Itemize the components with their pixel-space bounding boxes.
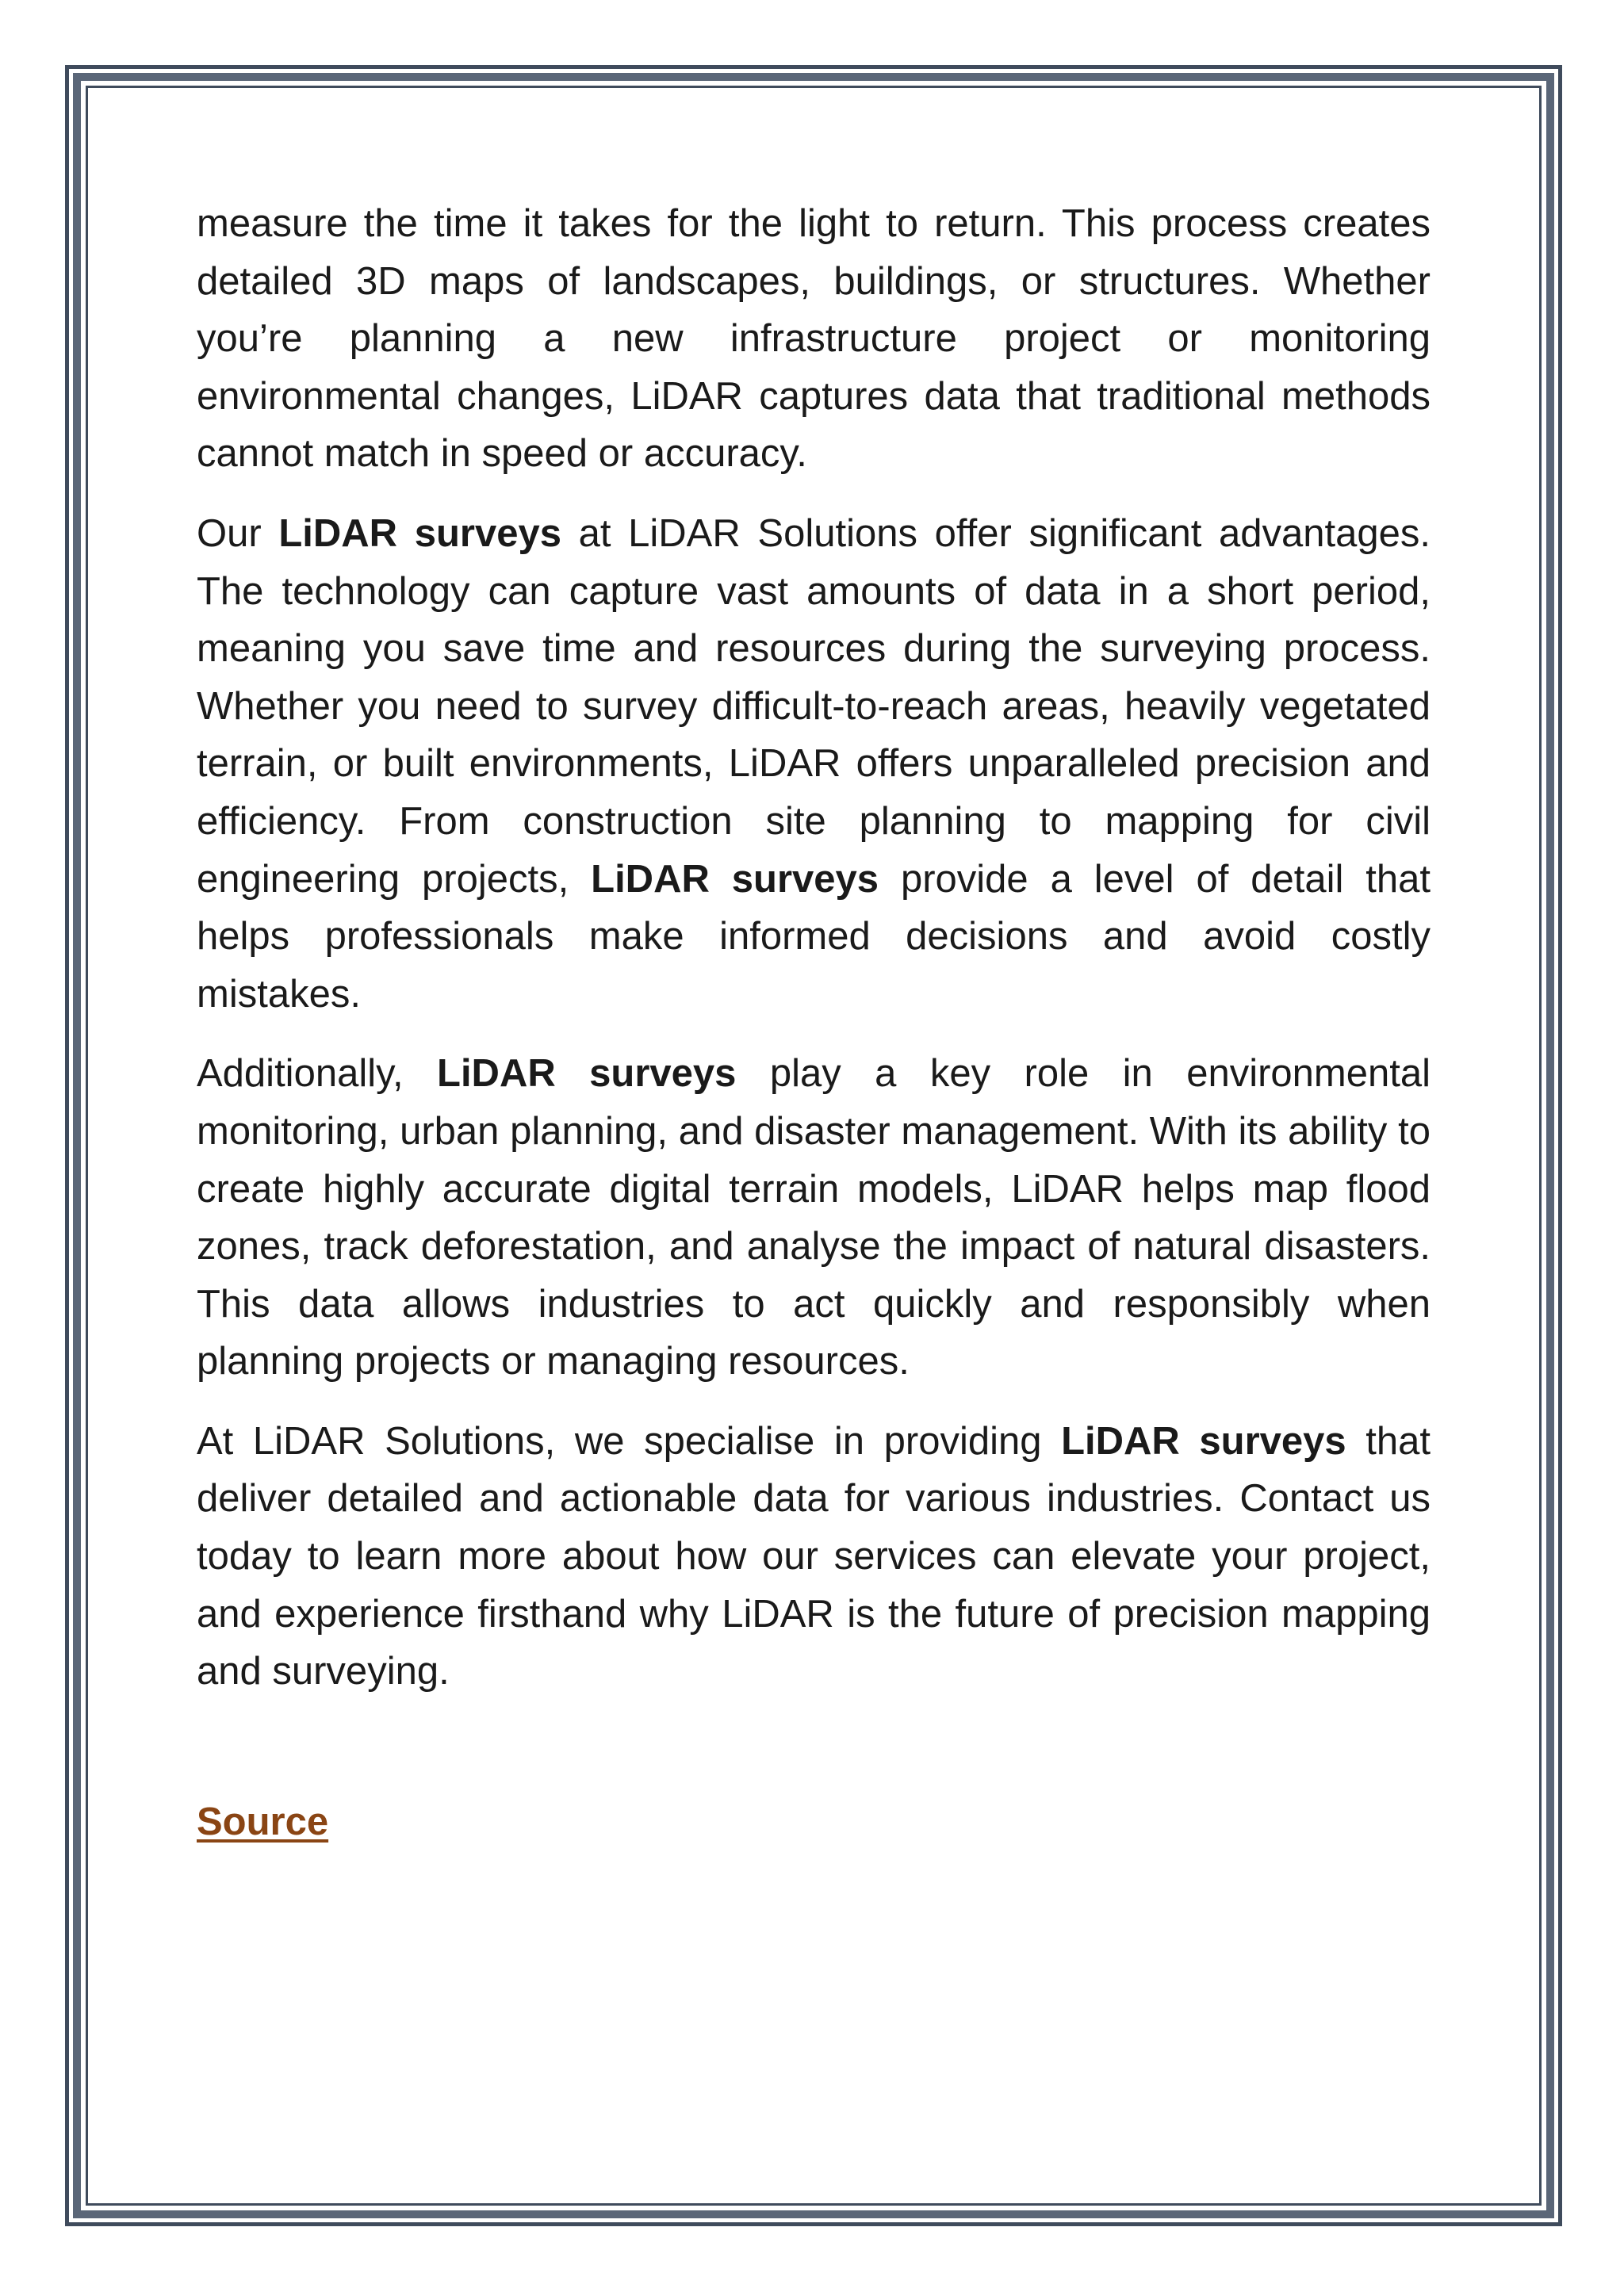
keyword-bold: LiDAR surveys <box>1061 1419 1346 1463</box>
paragraph-4 <box>197 1413 1431 1701</box>
paragraph-text: Our <box>197 511 279 555</box>
paragraph-text: at LiDAR Solutions offer significant advantages. The technology can capture vast amounts of data in a short period, meaning you save time and resources during the surveying process. Whether you need to survey difficult-to-reach areas, heavily vegetated terrain, or built environments, LiDAR offers unparalleled precision and efficiency. From construction site planning to mapping for civil engineering projects, <box>197 511 1431 901</box>
paragraph-text: Additionally, <box>197 1052 438 1096</box>
paragraph-text: measure the time it takes for the light to return. This process creates detailed 3D maps of landscapes, buildings, or structures. Whether you’re planning a new infrastructure project or monitoring environmental changes, LiDAR captures data that traditional methods cannot match in speed or accuracy. <box>197 202 1431 476</box>
paragraph-text: At LiDAR Solutions, we specialise in providing <box>197 1419 1062 1463</box>
paragraph-text: that deliver detailed and actionable data for various industries. Contact us today to learn more about how our services can elevate your project, and experience firsthand why LiDAR is the future of precision mapping and surveying. <box>197 1419 1431 1693</box>
paragraph-1 <box>197 195 1431 483</box>
source-section <box>197 1800 328 1844</box>
keyword-bold: LiDAR surveys <box>437 1052 737 1096</box>
document-body <box>197 195 1431 1723</box>
paragraph-text: play a key role in environmental monitoring, urban planning, and disaster management. With its ability to create highly accurate digital terrain models, LiDAR helps map flood zones, track deforestation, and analyse the impact of natural disasters. This data allows industries to act quickly and responsibly when planning projects or managing resources. <box>197 1052 1431 1383</box>
paragraph-2 <box>197 505 1431 1023</box>
source-link[interactable]: Source <box>197 1800 329 1843</box>
paragraph-3 <box>197 1045 1431 1391</box>
keyword-bold: LiDAR surveys <box>278 511 561 555</box>
paragraph-text: provide a level of detail that helps professionals make informed decisions and avoid costly mistakes. <box>197 857 1431 1016</box>
keyword-bold: LiDAR surveys <box>591 857 879 901</box>
